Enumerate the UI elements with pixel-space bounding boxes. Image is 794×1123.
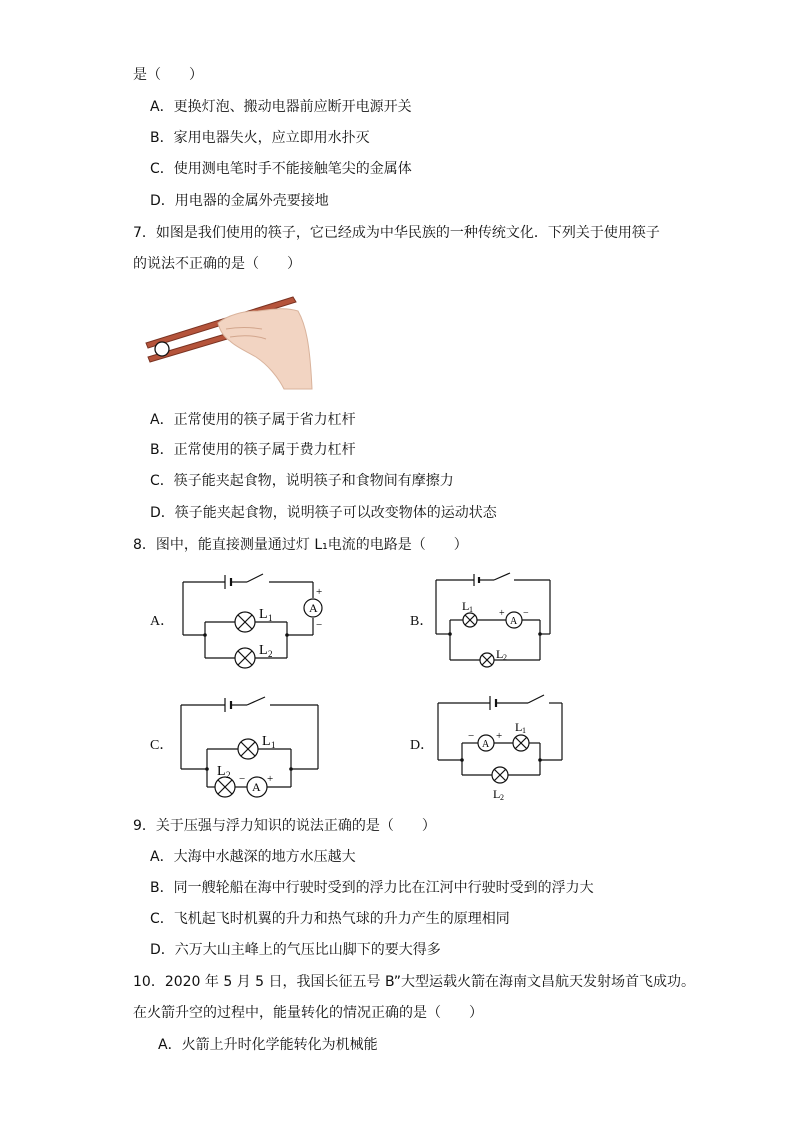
q7-option-b: B．正常使用的筷子属于费力杠杆 [150, 442, 356, 458]
svg-text:2: 2 [268, 649, 273, 659]
q10-option-a: A．火箭上升时化学能转化为机械能 [158, 1037, 378, 1053]
svg-text:−: − [523, 608, 529, 619]
q6-option-c: C．使用测电笔时手不能接触笔尖的金属体 [150, 161, 412, 177]
svg-text:−: − [468, 730, 475, 742]
svg-text:A: A [482, 739, 490, 750]
svg-text:L: L [496, 647, 504, 661]
q8-stem: 8．图中，能直接测量通过灯 L₁电流的电路是（ ） [133, 537, 468, 553]
svg-text:1: 1 [271, 740, 276, 750]
q7-stem-line1: 7．如图是我们使用的筷子，它已经成为中华民族的一种传统文化．下列关于使用筷子 [133, 225, 660, 241]
svg-text:+: + [499, 608, 505, 619]
svg-text:L: L [217, 764, 226, 779]
q9-option-b: B．同一艘轮船在海中行驶时受到的浮力比在江河中行驶时受到的浮力大 [150, 880, 594, 896]
svg-text:2: 2 [503, 653, 507, 662]
circuit-a-ammeter-text: A [309, 601, 318, 615]
svg-text:−: − [316, 619, 323, 631]
q9-option-a: A．大海中水越深的地方水压越大 [150, 849, 356, 865]
circuit-b-label: B． [410, 614, 434, 629]
circuit-b-diagram [432, 570, 562, 675]
circuit-c-diagram [175, 692, 330, 802]
q9-stem: 9．关于压强与浮力知识的说法正确的是（ ） [133, 818, 436, 834]
svg-text:1: 1 [522, 726, 526, 735]
q7-option-c: C．筷子能夹起食物，说明筷子和食物间有摩擦力 [150, 473, 454, 489]
svg-text:A: A [252, 780, 261, 794]
svg-text:L: L [259, 643, 268, 658]
q6-option-b: B．家用电器失火，应立即用水扑灭 [150, 130, 370, 146]
q10-stem-line2: 在火箭升空的过程中，能量转化的情况正确的是（ ） [133, 1005, 483, 1021]
q7-option-d: D．筷子能夹起食物，说明筷子可以改变物体的运动状态 [150, 505, 497, 521]
circuit-a-label: A． [150, 614, 175, 629]
q7-stem-line2: 的说法不正确的是（ ） [133, 256, 301, 272]
svg-text:−: − [239, 773, 246, 785]
svg-text:2: 2 [226, 770, 231, 780]
svg-text:+: + [496, 730, 503, 742]
svg-text:+: + [316, 586, 323, 598]
svg-text:A: A [510, 616, 518, 627]
svg-text:1: 1 [469, 605, 473, 614]
q7-option-a: A．正常使用的筷子属于省力杠杆 [150, 412, 356, 428]
svg-text:L: L [259, 607, 268, 622]
svg-text:L: L [515, 720, 523, 734]
svg-text:L: L [493, 787, 501, 801]
svg-text:1: 1 [268, 613, 273, 623]
q9-option-d: D．六万大山主峰上的气压比山脚下的要大得多 [150, 942, 441, 958]
circuit-a-diagram [175, 570, 335, 675]
circuit-c-label: C． [150, 738, 174, 753]
chopsticks-figure [138, 285, 318, 395]
q9-option-c: C．飞机起飞时机翼的升力和热气球的升力产生的原理相同 [150, 911, 510, 927]
q10-stem-line1: 10．2020 年 5 月 5 日，我国长征五号 B”大型运载火箭在海南文昌航天发射场首飞成功。 [133, 974, 696, 990]
q6-option-a: A．更换灯泡、搬动电器前应断开电源开关 [150, 99, 412, 115]
circuit-d-diagram [432, 690, 572, 802]
q6-stem-tail: 是（ ） [133, 67, 203, 83]
q6-option-d: D．用电器的金属外壳要接地 [150, 193, 329, 209]
circuit-d-label: D． [410, 738, 435, 753]
svg-text:L: L [262, 734, 271, 749]
svg-text:L: L [462, 599, 470, 613]
svg-text:2: 2 [500, 793, 504, 802]
svg-text:+: + [267, 773, 274, 785]
